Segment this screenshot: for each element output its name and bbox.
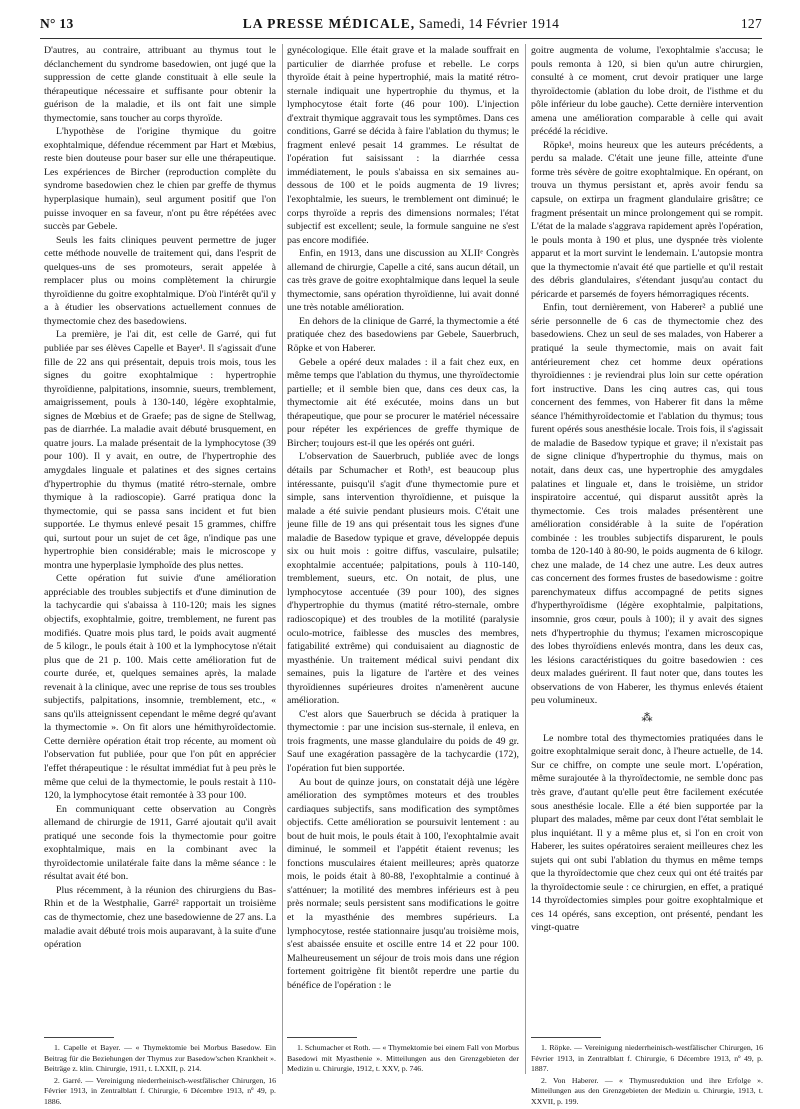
text-column-2 — [287, 44, 519, 1034]
footnote: 1. Schumacher et Roth. — « Thymektomie bei einem Fall von Morbus Basedowi mit Myasthenie ». Mitteilungen aus den Grenzgebieten der Medizin u. Chirurgie, 1912, t. XXV, p. 746. — [287, 1043, 519, 1074]
footnote-rule — [531, 1037, 601, 1038]
asterism-separator: ⁂ — [641, 711, 653, 724]
paragraph: En dehors de la clinique de Garré, la thymectomie a été pratiquée chez des basedowiens par Gebele, Sauerbruch, Röpke et von Haberer. — [287, 315, 519, 355]
paragraph: Enfin, tout dernièrement, von Haberer² a publié une série personnelle de 6 cas de thymectomie chez des basedowiens. Chez un seul de ses malades, von Haberer a pratiqué la seule thymectomie, mais on avait fait antérieurement chez cet homme deux opérations thyroïdiennes : je reviendrai plus loin sur cette opération fort instructive. Dans les cinq autres cas, qui tous concernent des femmes, von Haberer fit dans la même séance l'hémithyroïdectomie et l'ablation du thymus; tous furent opérés sous anesthésie locale. Trois fois, il s'agissait de maladie de Basedow typique et grave; il n'existait pas de signe clinique d'hypertrophie du thymus, mais on notait, dans deux cas, une hypertrophie des amygdales palatines et linguale et, dans le troisième, un stridor inspiratoire accentué, qui disparut aussitôt après la thymectomie. Ces trois malades présentèrent une amélioration considérable à la suite de l'opération combinée : les troubles subjectifs disparurent, le pouls tomba de 120-140 à 80-90, le poids augmenta de 6 kilogr. chez une malade, de 14 chez une autre. Les deux autres cas concernent des formes frustes de basedowisme : goitre parenchymateux diffus accompagné de petits signes d'hyperthyroïdisme (légère exophtalmie, palpitations, insomnie, gros cœur, pouls à 100); il y avait des signes nets d'hypertrophie du thymus; l'examen microscopique des lobes thyroïdiens enlevés montra, dans les deux cas, les lésions caractéristiques du goitre basedowien : ces deux malades guérirent. Il faut noter que, dans toutes les observations de von Haberer, les thymus enlevés étaient peu volumineux. — [531, 302, 763, 707]
paragraph: Röpke¹, moins heureux que les auteurs précédents, a perdu sa malade. C'était une jeune fille, atteinte d'une forme très sévère de goitre exophtalmique. En opérant, on trouva un thymus persistant et, après avoir fendu sa capsule, on extirpa un fragment glandulaire grisâtre; ce fragment présentait un mince prolongement qui se rompit. L'état de la malade s'aggrava rapidement après l'opération, le pouls monta à 190 et plus, une dyspnée très violente apparut et la mort survint le lendemain. L'autopsie montra que la thymectomie n'avait été que partielle et qu'il restait des débris glandulaires, s'étendant jusqu'au contact du péricarde et parsemés de foyers hémorragiques récents. — [531, 139, 763, 300]
paragraph: goitre augmenta de volume, l'exophtalmie s'accusa; le pouls remonta à 120, si bien qu'un autre chirurgien, consulté à ce moment, crut devoir pratiquer une large thyroïdectomie (ablation du lobe droit, de l'isthme et du pôle inférieur du lobe gauche). Cette dernière intervention amena une amélioration comparable à celle qui avait précédé la récidive. — [531, 45, 763, 138]
paragraph: Au bout de quinze jours, on constatait déjà une légère amélioration des symptômes moteurs et des troubles cardiaques subjectifs, sans modification des symptômes objectifs. Cette amélioration se poursuivit lentement : au bout de huit mois, le pouls était à 100, l'exophtalmie avait diminué, le sommeil et l'appétit étaient revenus; les fonctions musculaires étaient meilleures; après quatorze mois, le poids était à 80-88, l'exophtalmie a continué à s'atténuer; la motilité des membres inférieurs est à peu près normale; seuls persistent sans modifications le goitre et la myasthénie des membres supérieurs. La lymphocytose, restée stationnaire jusqu'au troisième mois, s'est abaissée ensuite et oscille entre 14 et 22 pour 100. Malheureusement un séjour de trois mois dans une région fortement goitrigène fit bientôt reperdre une partie du bénéfice de l'opération : le — [287, 776, 519, 991]
header-rule — [40, 38, 762, 39]
paragraph: Cette opération fut suivie d'une amélioration appréciable des troubles subjectifs et d'une diminution de la tachycardie qui s'abaissa à 110-120; mais les signes objectifs, exophtalmie, goitre, tremblement, ne furent pas modifiés. Quatre mois plus tard, le poids avait augmenté de 5 kilogr., le pouls était à 100 et la lymphocytose n'était plus que de 21 p. 100. Mais cette amélioration fut de courte durée, et, quelques semaines après, la malade revenait à la clinique, avec une reprise de tous ses troubles subjectifs, palpitations, insomnie, tremblement, etc., « sans qu'ils atteignissent cependant le même degré qu'avant la thymectomie ». On fit alors une hémithyroïdectomie. Cette dernière opération était trop récente, au moment où l'observation fut publiée, pour que l'on pût en apprécier l'effet thérapeutique : le résultat immédiat fut à peu près le même que celui de la thymectomie, le pouls restait à 110-120, la lymphocytose était remontée à 33 pour 100. — [44, 573, 276, 802]
footnote: 2. Garré. — Vereinigung niederrheinisch-westfälischer Chirurgen, 16 Février 1913, in Zentralblatt f. Chirurgie, 6 Décembre 1913, nº 49, p. 1886. — [44, 1075, 276, 1106]
column-divider — [282, 44, 283, 1074]
page-number: 127 — [740, 16, 762, 31]
footnote-rule — [287, 1037, 357, 1038]
text-column-1 — [44, 44, 276, 1034]
paragraph: D'autres, au contraire, attribuant au thymus tout le déclanchement du syndrome basedowien, ont jugé que la suppression de cette glande constituait à elle seule la thérapeutique nécessaire et suffisante pour obtenir la guérison de la maladie, et ils ont fait une simple thymectomie, sans toucher au corps thyroïde. — [44, 45, 276, 124]
paragraph: La première, je l'ai dit, est celle de Garré, qui fut publiée par ses élèves Capelle et Bayer¹. Il s'agissait d'une fille de 22 ans qui présentait, depuis trois mois, tous les signes du goitre exophtalmique : hypertrophie thyroïdienne, palpitations, insomnie, sueurs, tremblement, amaigrissement, pouls à 130-140, légère exophtalmie, signes de Mœbius et de Graefe; pas de signe de Stellwag, pas de diarrhée. La maladie avait débuté brusquement, en quatre jours. La malade présentait de la lymphocytose (39 pour 100). Il y avait, en outre, de l'hypertrophie des amygdales linguale et palatines et des signes certains d'hypertrophie du thymus (matité rétro-sternale, ombre thymique à la radioscopie). Garré pratiqua donc la thymectomie, qui se passa sans incident et fut bien supportée. Le thymus enlevé pesait 15 grammes, chiffre qui, surtout pour un sujet de cet âge, n'indique pas une hypertrophie bien considérable; mais le microscope y montra une hyperplasie lymphoïde des plus nettes. — [44, 329, 276, 571]
footnote-rule — [44, 1037, 114, 1038]
footnotes-column-2 — [287, 1037, 519, 1076]
paragraph: Gebele a opéré deux malades : il a fait chez eux, en même temps que l'ablation du thymus, une thyroïdectomie partielle; et il semble bien que, dans ces deux cas, la thymectomie ait été exécutée, moins dans un but thérapeutique, que pour se procurer le matériel nécessaire pour répéter les expériences de greffe thymique de Bircher; toujours est-il que les opérés ont guéri. — [287, 356, 519, 449]
issue-number: N° 13 — [40, 16, 74, 31]
journal-title-line — [40, 16, 762, 32]
paragraph: C'est alors que Sauerbruch se décida à pratiquer la thymectomie : par une incision sus-sternale, il enleva, en trois fragments, une masse glandulaire du poids de 49 gr. Sauf une exagération passagère de la tachycardie (172), l'opération fut bien supportée. — [287, 708, 519, 774]
paragraph: Seuls les faits cliniques peuvent permettre de juger cette méthode nouvelle de traitement qui, dans l'esprit de quelques-uns de ses promoteurs, serait appelée à remplacer plus ou moins complètement la chirurgie thyroïdienne du goitre exophtalmique. D'où l'intérêt qu'il y a à étudier les observations actuellement connues de thymectomie chez des basedowiens. — [44, 234, 276, 327]
issue-date: Samedi, 14 Février 1914 — [418, 16, 560, 31]
journal-title: LA PRESSE MÉDICALE, — [242, 16, 416, 31]
paragraph: En communiquant cette observation au Congrès allemand de chirurgie de 1911, Garré ajoutait qu'il avait pratiqué une seconde fois la thymectomie pour goitre exophtalmique, mais en la combinant avec la thyroïdectomie unilatérale faite dans la même séance : le résultat avait été bon. — [44, 803, 276, 883]
paragraph: Enfin, en 1913, dans une discussion au XLIIᵉ Congrès allemand de chirurgie, Capelle a cité, sans aucun détail, un cas très grave de goitre exophtalmique dans lequel la seule thymectomie, sans opération thyroïdienne, lui avait donné une très notable amélioration. — [287, 248, 519, 314]
footnote: 2. Von Haberer. — « Thymusreduktion und ihre Erfolge ». Mitteilungen aus den Grenzgebieten der Medizin u. Chirurgie, 1913, t. XXVII, p. 199. — [531, 1075, 763, 1106]
paragraph: L'hypothèse de l'origine thymique du goitre exophtalmique, défendue récemment par Hart et Mœbius, reste bien douteuse pour baser sur elle une thérapeutique. Les expériences de Bircher (reproduction complète du syndrome basedowien chez le chien par greffe de thymus hyperplasique humain), seul argument positif que l'on puisse invoquer en sa faveur, n'ont pu être répétées avec succès par Gebele. — [44, 126, 276, 233]
footnotes-column-3 — [531, 1037, 763, 1109]
footnotes-column-1 — [44, 1037, 276, 1109]
footnote: 1. Röpke. — Vereinigung niederrheinisch-westfälischer Chirurgen, 16 Février 1913, in Zentralblatt f. Chirurgie, 6 Décembre 1913, nº 49, p. 1887. — [531, 1043, 763, 1074]
paragraph: Plus récemment, à la réunion des chirurgiens du Bas-Rhin et de la Westphalie, Garré² rapportait un troisième cas de thymectomie, chez une basedowienne de 27 ans. La maladie avait débuté trois mois auparavant, à la suite d'une opération — [44, 884, 276, 951]
paragraph: Le nombre total des thymectomies pratiquées dans le goitre exophtalmique serait donc, à l'heure actuelle, de 14. Sur ce chiffre, on compte une seule mort. L'opération, même surajoutée à la thyroïdectomie, ne semble donc pas très grave, d'autant qu'elle peut être facilement exécutée sous anesthésie locale. Elle a été bien supportée par la plupart des malades, même par ceux dont l'état semblait le plus inquiétant. Il y a même plus et, si l'on en croit von Haberer, les suites opératoires seraient meilleures chez les sujets qui ont subi l'ablation du thymus en même temps que la thyroïdectomie que chez ceux qui ont été traités par la thyroïdectomie seule : ce chirurgien, en effet, a pratiqué 14 thyroïdectomies simples pour goitre exophtalmique et ces 14 opérés, sans exception, ont présenté, pendant les vingt-quatre — [531, 732, 763, 934]
paragraph: gynécologique. Elle était grave et la malade souffrait en particulier de diarrhée profuse et rebelle. Le corps thyroïde était à peine hypertrophié, mais la matité rétro-sternale indiquait une hypertrophie du thymus, et la lymphocytose était forte (46 pour 100). L'injection d'extrait thymique aggravait tous les symptômes. Dans ces conditions, Garré se décida à faire l'ablation du thymus; le fragment enlevé pesait 14 grammes. Le résultat de l'opération fut saisissant : la diarrhée cessa immédiatement, le pouls s'abaissa en six semaines au-dessous de 100 et le poids augmenta de 19 livres; l'exophtalmie, les sueurs, le tremblement ont diminué; le corps thyroïde a repris des dimensions normales; l'état subjectif est excellent; seule, la formule sanguine ne s'est pas encore modifiée. — [287, 45, 519, 246]
paragraph: L'observation de Sauerbruch, publiée avec de longs détails par Schumacher et Roth¹, est beaucoup plus intéressante, puisqu'il s'agit d'une thymectomie pure et simple, sans intervention thyroïdienne, et puisque la malade a été suivie pendant plusieurs mois. C'était une jeune fille de 19 ans qui présentait tous les signes d'une maladie de Basedow typique et grave, développée depuis six ou huit mois : goitre diffus, vasculaire, pulsatile; exophtalmie accentuée; palpitations, pouls à 110-140, tremblement, sueurs, etc. On notait, de plus, une lymphocytose accentuée (39 pour 100), des signes d'hypertrophie du thymus (matité rétro-sternale, ombre radioscopique) et des troubles de la motilité (paralysie oculo-motrice, faiblesse des muscles des membres, fatigabilité extrême) qui conduisaient au diagnostic de myasthénie. Un traitement médical suivi pendant dix semaines, puis la ligature de l'artère et des veines thyroïdiennes supérieures droites n'amenèrent aucune amélioration. — [287, 451, 519, 707]
column-divider — [525, 44, 526, 1074]
footnote: 1. Capelle et Bayer. — « Thymektomie bei Morbus Basedow. Ein Beitrag für die Beziehungen der Thymus zur Basedow'schen Krankheit ». Beiträge z. klin. Chirurgie, 1911, t. LXXII, p. 214. — [44, 1043, 276, 1074]
text-column-3 — [531, 44, 763, 1034]
running-header — [40, 14, 762, 34]
